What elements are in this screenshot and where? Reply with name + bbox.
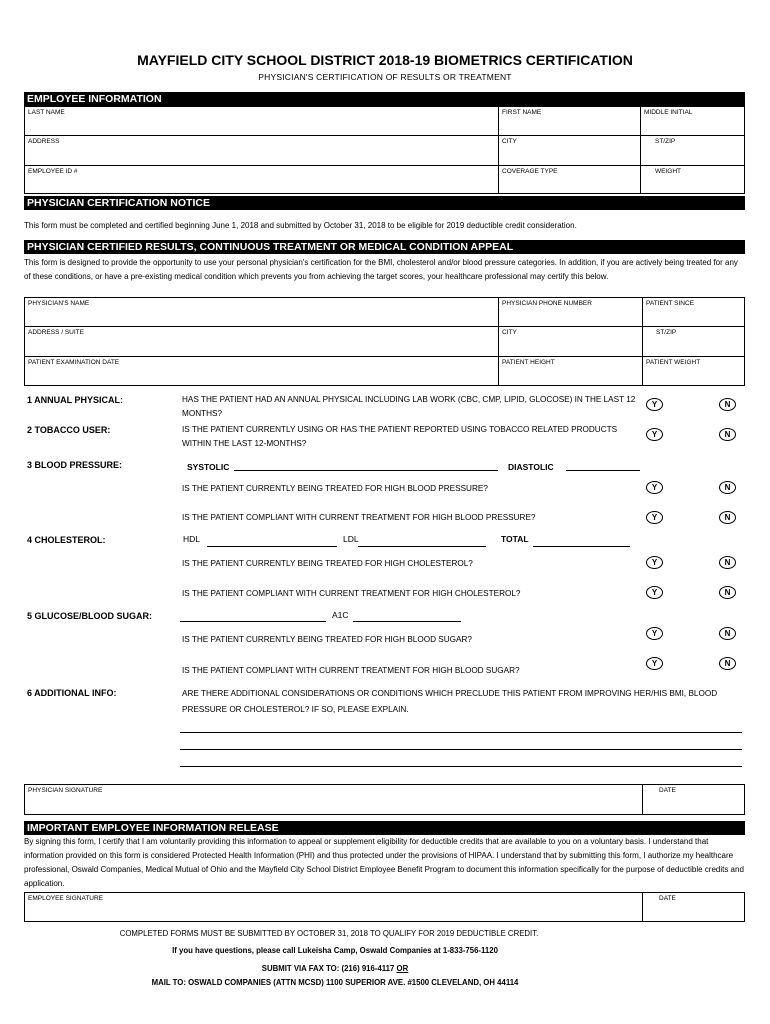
physician-name-field[interactable]: [25, 298, 499, 327]
physician-signature-label: PHYSICIAN SIGNATURE: [28, 787, 103, 794]
employee-signature-grid: [24, 892, 745, 922]
q2-label: 2 TOBACCO USER:: [27, 425, 111, 435]
patient-weight-field[interactable]: [643, 357, 744, 385]
employee-date-label: DATE: [659, 895, 676, 902]
q4-b-text: IS THE PATIENT COMPLIANT WITH CURRENT TREATMENT FOR HIGH CHOLESTEROL?: [182, 589, 521, 598]
diastolic-label: DIASTOLIC: [508, 462, 554, 472]
q6-label: 6 ADDITIONAL INFO:: [27, 688, 117, 698]
explain-line-3[interactable]: [180, 766, 742, 767]
total-input[interactable]: [533, 546, 630, 547]
employee-info-heading: EMPLOYEE INFORMATION: [24, 92, 745, 106]
hdl-input[interactable]: [207, 546, 337, 547]
q5-a-yes-option[interactable]: Y: [646, 627, 663, 640]
physician-date-label: DATE: [659, 787, 676, 794]
patient-since-label: PATIENT SINCE: [646, 300, 695, 307]
q3-b-yes-option[interactable]: Y: [646, 511, 663, 524]
form-title: MAYFIELD CITY SCHOOL DISTRICT 2018-19 BIOMETRICS CERTIFICATION: [137, 52, 633, 68]
physician-city-field[interactable]: [499, 327, 643, 357]
patient-height-label: PATIENT HEIGHT: [502, 359, 555, 366]
q5-a-text: IS THE PATIENT CURRENTLY BEING TREATED FOR HIGH BLOOD SUGAR?: [182, 635, 472, 644]
q3-a-yes-option[interactable]: Y: [646, 481, 663, 494]
address-suite-label: ADDRESS / SUITE: [28, 329, 84, 336]
glucose-input[interactable]: [180, 621, 326, 622]
q3-b-text: IS THE PATIENT COMPLIANT WITH CURRENT TREATMENT FOR HIGH BLOOD PRESSURE?: [182, 513, 536, 522]
middle-initial-label: MIDDLE INITIAL: [644, 109, 693, 116]
a1c-input[interactable]: [353, 621, 461, 622]
q6-text: ARE THERE ADDITIONAL CONSIDERATIONS OR CONDITIONS WHICH PRECLUDE THIS PATIENT FROM IMPROVING HER/HIS BMI, BLOOD PRESSURE OR CHOLESTEROL? IF SO, PLEASE EXPLAIN.: [182, 689, 718, 714]
patient-height-field[interactable]: [499, 357, 643, 385]
physician-name-label: PHYSICIAN'S NAME: [28, 300, 90, 307]
middle-initial-field[interactable]: [641, 107, 744, 136]
q5-b-no-option[interactable]: N: [719, 657, 736, 670]
q2-no-option[interactable]: N: [719, 428, 736, 441]
q4-b-yes-option[interactable]: Y: [646, 586, 663, 599]
q5-b-text: IS THE PATIENT COMPLIANT WITH CURRENT TREATMENT FOR HIGH BLOOD SUGAR?: [182, 666, 520, 675]
patient-since-field[interactable]: [643, 298, 744, 327]
employee-id-field[interactable]: [25, 166, 499, 193]
last-name-label: LAST NAME: [28, 109, 65, 116]
physician-signature-grid: [24, 784, 745, 815]
patient-weight-label: PATIENT WEIGHT: [646, 359, 701, 366]
city-label: CITY: [502, 138, 517, 145]
q5-b-yes-option[interactable]: Y: [646, 657, 663, 670]
physician-signature-field[interactable]: [25, 785, 643, 814]
q2-text: IS THE PATIENT CURRENTLY USING OR HAS THE PATIENT REPORTED USING TOBACCO RELATED PRODUCTS WITHIN THE LAST 12-MONTHS?: [182, 425, 618, 448]
first-name-label: FIRST NAME: [502, 109, 542, 116]
footer-fax-text: SUBMIT VIA FAX TO: (216) 916-4117: [261, 964, 397, 973]
q1-text: HAS THE PATIENT HAD AN ANNUAL PHYSICAL INCLUDING LAB WORK (CBC, CMP, LIPID, GLOCOSE) IN THE LAST 12 MONTHS?: [182, 395, 636, 418]
footer-mail: MAIL TO: OSWALD COMPANIES (ATTN MCSD) 1100 SUPERIOR AVE. #1500 CLEVELAND, OH 44114: [151, 978, 519, 987]
q1-label: 1 ANNUAL PHYSICAL:: [27, 395, 124, 405]
weight-label: WEIGHT: [655, 168, 681, 175]
physician-phone-label: PHYSICIAN PHONE NUMBER: [502, 300, 592, 307]
q1-yes-option[interactable]: Y: [646, 398, 663, 411]
last-name-field[interactable]: [25, 107, 499, 136]
employee-date-field[interactable]: [643, 893, 744, 921]
release-text: By signing this form, I certify that I am voluntarily providing this information to appeal or supplement eligibility for deductible credits that are available to you on a voluntary basis. I understand that information provided on this form is considered Protected Health Information (PHI) and thus protected under the provisions of HIPAA. I understand that by submitting this form, I authorize my healthcare professional, Oswald Companies, Medical Mutual of Ohio and the Mayfield City School District Employee Benefit Program to document this information specifically for the purpose of deductible credits and application.: [24, 837, 744, 888]
release-heading: IMPORTANT EMPLOYEE INFORMATION RELEASE: [24, 821, 745, 835]
systolic-label: SYSTOLIC: [187, 462, 230, 472]
employee-signature-field[interactable]: [25, 893, 643, 921]
q4-a-yes-option[interactable]: Y: [646, 556, 663, 569]
physician-st-zip-label: ST/ZIP: [656, 329, 677, 336]
notice-heading: PHYSICIAN CERTIFICATION NOTICE: [24, 196, 745, 210]
systolic-input[interactable]: [234, 470, 498, 471]
a1c-label: A1C: [332, 610, 349, 620]
q4-a-no-option[interactable]: N: [719, 556, 736, 569]
physician-phone-field[interactable]: [499, 298, 643, 327]
q2-yes-option[interactable]: Y: [646, 428, 663, 441]
physician-date-field[interactable]: [643, 785, 744, 814]
notice-text: This form must be completed and certified beginning June 1, 2018 and submitted by October 31, 2018 to be eligible for 2019 deductible credit consideration.: [24, 221, 577, 230]
exam-date-label: PATIENT EXAMINATION DATE: [28, 359, 120, 366]
q5-a-no-option[interactable]: N: [719, 627, 736, 640]
explain-line-1[interactable]: [180, 732, 742, 733]
address-field[interactable]: [25, 136, 499, 166]
q3-a-no-option[interactable]: N: [719, 481, 736, 494]
form-subtitle: PHYSICIAN'S CERTIFICATION OF RESULTS OR TREATMENT: [258, 72, 512, 82]
physician-st-zip-field[interactable]: [643, 327, 744, 357]
footer-deadline: COMPLETED FORMS MUST BE SUBMITTED BY OCTOBER 31, 2018 TO QUALIFY FOR 2019 DEDUCTIBLE CREDIT.: [119, 929, 539, 938]
q3-a-text: IS THE PATIENT CURRENTLY BEING TREATED FOR HIGH BLOOD PRESSURE?: [182, 484, 488, 493]
q3-b-no-option[interactable]: N: [719, 511, 736, 524]
employee-signature-label: EMPLOYEE SIGNATURE: [28, 895, 104, 902]
total-label: TOTAL: [501, 534, 529, 544]
physician-info-grid: [24, 297, 745, 386]
footer-fax: [0, 964, 720, 973]
results-text: This form is designed to provide the opportunity to use your personal physician's certification for the BMI, cholesterol and/or blood pressure categories. In addition, if you are actively being treated for any of these conditions, or have a pre-existing medical condition which prevents you from achieving the target scores, your healthcare professional may certify this below.: [24, 258, 738, 281]
diastolic-input[interactable]: [566, 470, 640, 471]
ldl-label: LDL: [343, 534, 359, 544]
address-suite-field[interactable]: [25, 327, 499, 357]
exam-date-field[interactable]: [25, 357, 499, 385]
st-zip-label: ST/ZIP: [655, 138, 676, 145]
q4-a-text: IS THE PATIENT CURRENTLY BEING TREATED FOR HIGH CHOLESTEROL?: [182, 559, 473, 568]
q1-no-option[interactable]: N: [719, 398, 736, 411]
city-field[interactable]: [499, 136, 641, 166]
explain-line-2[interactable]: [180, 749, 742, 750]
coverage-type-field[interactable]: [499, 166, 641, 193]
employee-info-grid: [24, 106, 745, 194]
q4-b-no-option[interactable]: N: [719, 586, 736, 599]
footer-contact: If you have questions, please call Lukeisha Camp, Oswald Companies at 1-833-756-1120: [172, 946, 498, 955]
q3-label: 3 BLOOD PRESSURE:: [27, 460, 123, 470]
hdl-label: HDL: [183, 534, 201, 544]
address-label: ADDRESS: [28, 138, 60, 145]
first-name-field[interactable]: [499, 107, 641, 136]
footer-or: OR: [396, 964, 409, 973]
results-heading: PHYSICIAN CERTIFIED RESULTS, CONTINUOUS TREATMENT OR MEDICAL CONDITION APPEAL: [24, 240, 745, 254]
st-zip-field[interactable]: [641, 136, 744, 166]
physician-city-label: CITY: [502, 329, 517, 336]
q4-label: 4 CHOLESTEROL:: [27, 535, 106, 545]
ldl-input[interactable]: [358, 546, 486, 547]
q5-label: 5 GLUCOSE/BLOOD SUGAR:: [27, 611, 153, 621]
employee-id-label: EMPLOYEE ID #: [28, 168, 78, 175]
coverage-type-label: COVERAGE TYPE: [502, 168, 558, 175]
weight-field[interactable]: [641, 166, 744, 193]
